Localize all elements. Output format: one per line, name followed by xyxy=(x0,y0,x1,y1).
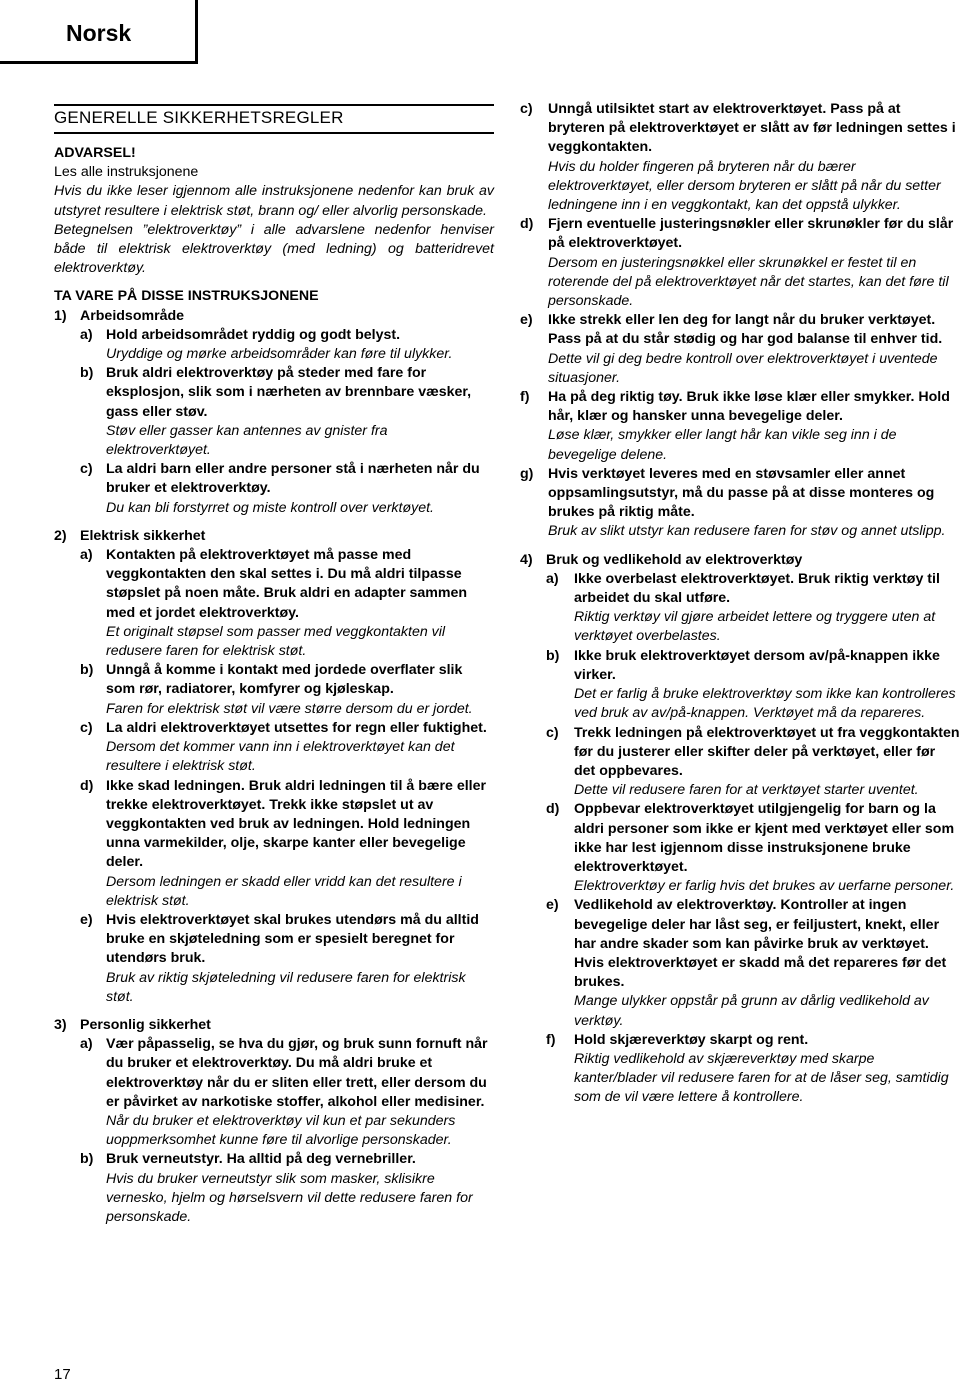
warning-label: ADVARSEL! xyxy=(54,145,136,161)
item-label: c) xyxy=(546,724,559,741)
section-number: 3) xyxy=(54,1016,67,1033)
item-bold: Ikke bruk elektroverktøyet dersom av/på-knappen ikke virker. xyxy=(574,647,940,683)
list-item xyxy=(546,570,960,647)
section-number: 1) xyxy=(54,307,67,324)
item-bold: La aldri barn eller andre personer stå i nærheten når du bruker et elektroverktøy. xyxy=(106,461,480,497)
list-item xyxy=(80,911,494,1007)
left-column xyxy=(54,104,494,1227)
list-item xyxy=(80,661,494,719)
item-bold: Vær påpasselig, se hva du gjør, og bruk sunn fornuft når du bruker et elektroverktøy. Du må aldri bruke et elektroverktøy når du er sliten eller trett, eller dersom du er påvirket av narkotiske stoffer, alkohol eller medisiner. xyxy=(106,1036,488,1110)
item-italic: Støv eller gasser kan antennes av gnister fra elektroverktøyet. xyxy=(106,422,388,459)
item-label: e) xyxy=(546,897,559,914)
language-label: Norsk xyxy=(66,20,132,46)
item-italic: Dersom det kommer vann inn i elektroverktøyet kan det resultere i elektrisk støt. xyxy=(106,739,455,775)
item-label: f) xyxy=(546,1031,556,1048)
list-item xyxy=(520,215,960,311)
list-item xyxy=(80,777,494,911)
keep-instructions-heading: TA VARE PÅ DISSE INSTRUKSJONENE xyxy=(54,288,319,305)
item-bold: Vedlikehold av elektroverktøy. Kontroller at ingen bevegelige deler har låst seg, er feiljustert, knekt, eller har andre skader som kan påvirke bruk av verktøyet. Hvis elektroverktøyet er skadd må det repareres før det brukes. xyxy=(574,897,947,991)
item-label: d) xyxy=(546,801,560,818)
item-label: c) xyxy=(80,461,93,478)
list-item xyxy=(80,460,494,518)
item-label: a) xyxy=(546,570,559,587)
item-italic: Løse klær, smykker eller langt hår kan vikle seg inn i de bevegelige delene. xyxy=(548,427,897,463)
item-italic: Dersom ledningen er skadd eller vridd kan det resultere i elektrisk støt. xyxy=(106,873,462,909)
item-italic: Dersom en justeringsnøkkel eller skrunøkkel er festet til en roterende del på elektroverktøyet når det startes, kan det føre til personskade. xyxy=(548,254,949,310)
item-italic: Riktig verktøy vil gjøre arbeidet lettere og tryggere uten at verktøyet overbelastes. xyxy=(574,609,936,645)
section-4 xyxy=(520,551,960,570)
item-label: e) xyxy=(520,312,533,329)
section-title: Arbeidsområde xyxy=(80,307,185,324)
item-italic: Mange ulykker oppstår på grunn av dårlig vedlikehold av verktøy. xyxy=(574,993,929,1029)
section-number: 4) xyxy=(520,551,533,568)
item-italic: Dette vil redusere faren for at verktøyet starter uventet. xyxy=(574,782,919,799)
item-bold: Hold arbeidsområdet ryddig og godt belyst. xyxy=(106,326,401,343)
list-item xyxy=(520,311,960,388)
item-bold: Oppbevar elektroverktøyet utilgjengelig for barn og la aldri personer som ikke er kjent med verktøyet eller som ikke har lest igjennom disse instruksjonene bruke elektroverktøyet. xyxy=(574,801,955,875)
item-italic: Bruk av riktig skjøteledning vil redusere faren for elektrisk støt. xyxy=(106,969,466,1005)
item-label: f) xyxy=(520,389,530,406)
list-item xyxy=(80,364,494,460)
list-item xyxy=(546,800,960,896)
item-bold: Bruk aldri elektroverktøy på steder med fare for eksplosjon, slik som i nærheten av brennbare væsker, gass eller støv. xyxy=(106,365,472,420)
item-label: b) xyxy=(80,662,94,679)
item-italic: Det er farlig å bruke elektroverktøy som ikke kan kontrolleres ved bruk av av/på-knappen. Verktøyet må da repareres. xyxy=(574,686,956,722)
item-bold: Unngå å komme i kontakt med jordede overflater slik som rør, radiatorer, komfyrer og kjøleskap. xyxy=(106,662,463,698)
item-bold: Bruk verneutstyr. Ha alltid på deg vernebriller. xyxy=(106,1151,416,1168)
item-italic: Elektroverktøy er farlig hvis det brukes av uerfarne personer. xyxy=(574,878,955,895)
item-bold: Trekk ledningen på elektroverktøyet ut fra veggkontakten før du justerer eller skifter deler på verktøyet, eller før det oppbevares. xyxy=(574,724,960,779)
list-item xyxy=(546,647,960,724)
list-item xyxy=(80,326,494,364)
item-bold: Hvis elektroverktøyet skal brukes utendørs må du alltid bruke en skjøteledning som er spesielt beregnet for utendørs bruk. xyxy=(106,911,479,967)
intro-bold: Les alle instruksjonene xyxy=(54,164,199,181)
item-bold: Ha på deg riktig tøy. Bruk ikke løse klær eller smykker. Hold hår, klær og hansker unna bevegelige deler. xyxy=(548,389,950,425)
language-tab xyxy=(0,0,198,64)
item-bold: Hvis verktøyet leveres med en støvsamler eller annet oppsamlingsutstyr, må du passe på at disse monteres og brukes på riktig måte. xyxy=(548,465,935,521)
item-bold: Unngå utilsiktet start av elektroverktøyet. Pass på at bryteren på elektroverktøyet er slått av før ledningen settes i veggkontakten. xyxy=(548,101,956,156)
item-italic: Hvis du holder fingeren på bryteren når du bærer elektroverktøyet, eller dersom bryteren er slått på når du setter ledningene inn i en veggkontakt, kan det oppstå ulykker. xyxy=(548,158,941,214)
section-1 xyxy=(54,307,494,326)
section-title: Elektrisk sikkerhet xyxy=(80,527,206,544)
intro-italic: Hvis du ikke leser igjennom alle instruksjonene nedenfor kan bruk av utstyret resultere i elektrisk støt, brann og/ eller alvorlig personskade. xyxy=(54,183,494,219)
item-bold: Fjern eventuelle justeringsnøkler eller skrunøkler før du slår på elektroverktøyet. xyxy=(548,216,954,252)
item-italic: Bruk av slikt utstyr kan redusere faren for støv og annet utslipp. xyxy=(548,523,946,540)
item-italic: Et originalt støpsel som passer med veggkontakten vil redusere faren for elektrisk støt. xyxy=(106,623,446,660)
list-item xyxy=(520,388,960,465)
item-italic: Du kan bli forstyrret og miste kontroll over verktøyet. xyxy=(106,499,434,516)
item-label: c) xyxy=(80,719,93,736)
page-title: GENERELLE SIKKERHETSREGLER xyxy=(54,108,344,127)
list-item xyxy=(546,896,960,1030)
item-bold: Ikke overbelast elektroverktøyet. Bruk riktig verktøy til arbeidet du skal utføre. xyxy=(574,570,940,607)
item-label: d) xyxy=(520,216,534,233)
item-bold: Ikke skad ledningen. Bruk aldri ledningen til å bære eller trekke elektroverktøyet. Trekk ikke støpslet ut av veggkontakten ved bruk av ledningen. Hold ledningen unna varmekilder, olje, skarpe kanter eller bevegelige deler. xyxy=(106,777,487,871)
item-label: b) xyxy=(80,1151,94,1168)
item-italic: Uryddige og mørke arbeidsområder kan føre til ulykker. xyxy=(106,346,453,363)
section-number: 2) xyxy=(54,527,67,544)
right-column xyxy=(520,100,960,1108)
item-label: a) xyxy=(80,1036,93,1053)
item-label: g) xyxy=(520,465,534,482)
item-label: a) xyxy=(80,326,93,343)
intro-italic-2: Betegnelsen ”elektroverktøy” i alle advarslene nedenfor henviser både til elektrisk elektroverktøy (med ledning) og batteridrevet elektroverktøy. xyxy=(54,221,494,277)
heading-rule xyxy=(54,104,494,134)
list-item xyxy=(546,724,960,801)
item-label: e) xyxy=(80,911,93,928)
item-bold: Ikke strekk eller len deg for langt når du bruker verktøyet. Pass på at du står stødig og har god balanse til enhver tid. xyxy=(548,312,943,348)
section-title: Personlig sikkerhet xyxy=(80,1016,211,1033)
page-number: 17 xyxy=(54,1366,71,1383)
section-2 xyxy=(54,527,494,546)
item-italic: Faren for elektrisk støt vil være større dersom du er jordet. xyxy=(106,700,473,717)
item-bold: La aldri elektroverktøyet utsettes for regn eller fuktighet. xyxy=(106,719,487,736)
item-italic: Hvis du bruker verneutstyr slik som masker, sklisikre vernesko, hjelm og hørselsvern vil dette redusere faren for personskade. xyxy=(106,1170,473,1225)
item-italic: Dette vil gi deg bedre kontroll over elektroverktøyet i uventede situasjoner. xyxy=(548,350,938,386)
item-label: c) xyxy=(520,101,533,117)
item-label: d) xyxy=(80,777,94,794)
item-italic: Når du bruker et elektroverktøy vil kun et par sekunders uoppmerksomhet kunne føre til alvorlige personskader. xyxy=(106,1112,456,1149)
list-item xyxy=(546,1031,960,1108)
item-italic: Riktig vedlikehold av skjæreverktøy med skarpe kanter/blader vil redusere faren for at de låser seg, samtidig som de vil være lettere å kontrollere. xyxy=(574,1050,949,1106)
item-bold: Kontakten på elektroverktøyet må passe med veggkontakten den skal settes i. Du må aldri tilpasse støpslet på noen måte. Bruk aldri en adapter sammen med et jordet elektroverktøy. xyxy=(106,547,468,621)
list-item xyxy=(520,465,960,542)
item-label: b) xyxy=(546,647,560,664)
list-item xyxy=(80,719,494,777)
list-item xyxy=(80,1150,494,1227)
list-item xyxy=(80,546,494,661)
item-bold: Hold skjæreverktøy skarpt og rent. xyxy=(574,1031,809,1048)
item-label: a) xyxy=(80,547,93,564)
section-title: Bruk og vedlikehold av elektroverktøy xyxy=(546,551,803,568)
list-item xyxy=(80,1035,494,1150)
list-item xyxy=(520,100,960,215)
item-label: b) xyxy=(80,365,94,382)
section-3 xyxy=(54,1016,494,1035)
